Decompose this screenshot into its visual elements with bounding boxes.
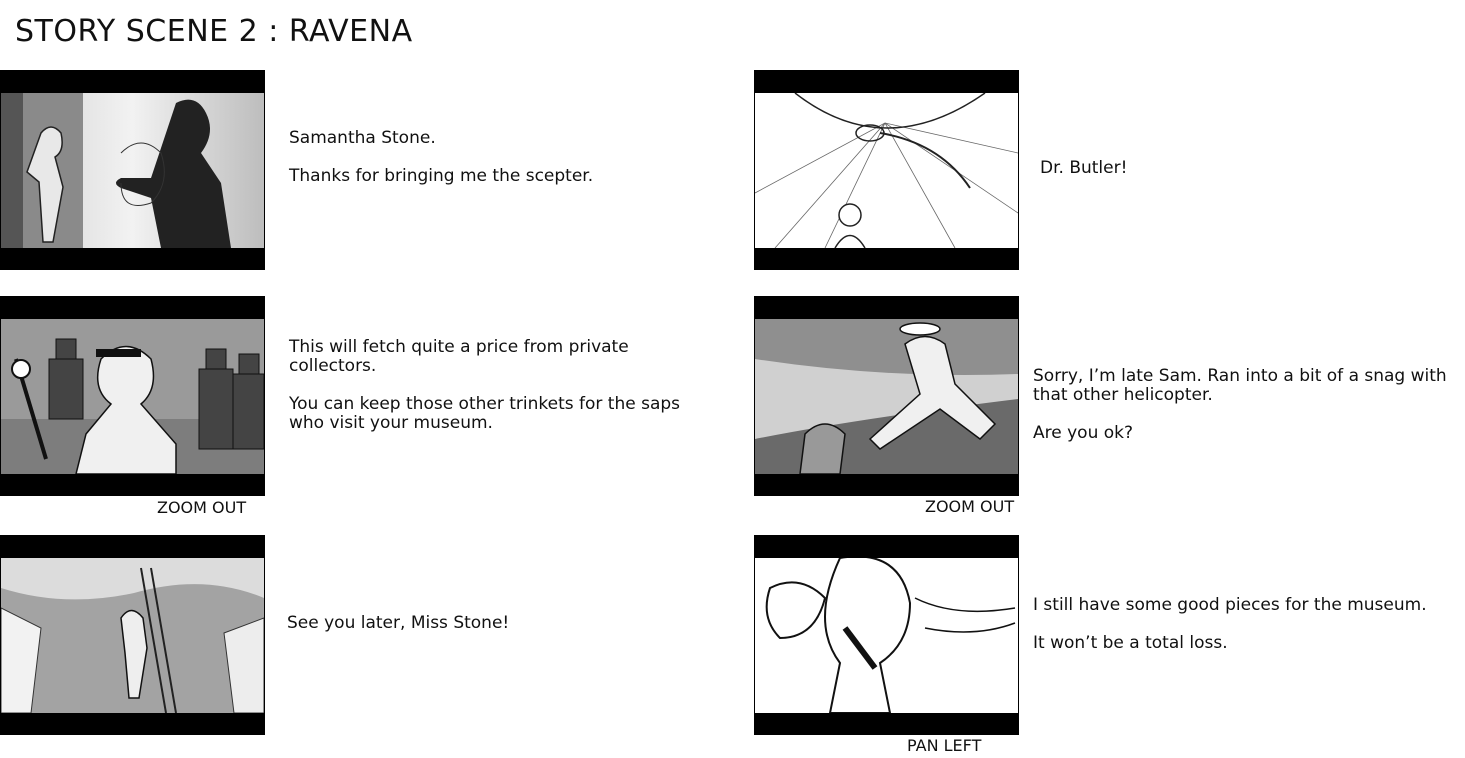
caption-line: Samantha Stone.	[289, 128, 436, 148]
caption-line: Are you ok?	[1033, 423, 1134, 443]
caption-line: Dr. Butler!	[1040, 158, 1128, 178]
frame-6-caption	[1033, 596, 1453, 653]
camera-direction-5: ZOOM OUT	[925, 497, 1015, 516]
camera-direction-6: PAN LEFT	[907, 736, 982, 755]
caption-line: Thanks for bringing me the scepter.	[289, 166, 594, 186]
frame-4-sketch	[755, 93, 1018, 248]
caption-line: This will fetch quite a price from private collectors.	[289, 337, 629, 376]
storyboard-frame-2	[0, 296, 265, 496]
caption-line: I still have some good pieces for the museum.	[1033, 595, 1427, 615]
storyboard-frame-5	[754, 296, 1019, 496]
page-title: STORY SCENE 2 : RAVENA	[15, 14, 413, 49]
storyboard-frame-6	[754, 535, 1019, 735]
frame-3-caption	[287, 614, 687, 633]
storyboard-frame-4	[754, 70, 1019, 270]
caption-line: It won’t be a total loss.	[1033, 633, 1228, 653]
frame-6-sketch	[755, 558, 1018, 713]
frame-5-caption	[1033, 367, 1453, 443]
frame-1-caption	[289, 129, 689, 186]
caption-line: Sorry, I’m late Sam. Ran into a bit of a snag with that other helicopter.	[1033, 366, 1447, 405]
frame-2-sketch	[1, 319, 264, 474]
frame-1-sketch	[1, 93, 264, 248]
caption-line: You can keep those other trinkets for the saps who visit your museum.	[289, 394, 681, 433]
frame-5-sketch	[755, 319, 1018, 474]
frame-3-sketch	[1, 558, 264, 713]
frame-4-caption	[1040, 159, 1440, 178]
frame-2-caption	[289, 338, 689, 433]
storyboard-frame-1	[0, 70, 265, 270]
camera-direction-2: ZOOM OUT	[157, 498, 247, 517]
caption-line: See you later, Miss Stone!	[287, 613, 510, 633]
storyboard-frame-3	[0, 535, 265, 735]
